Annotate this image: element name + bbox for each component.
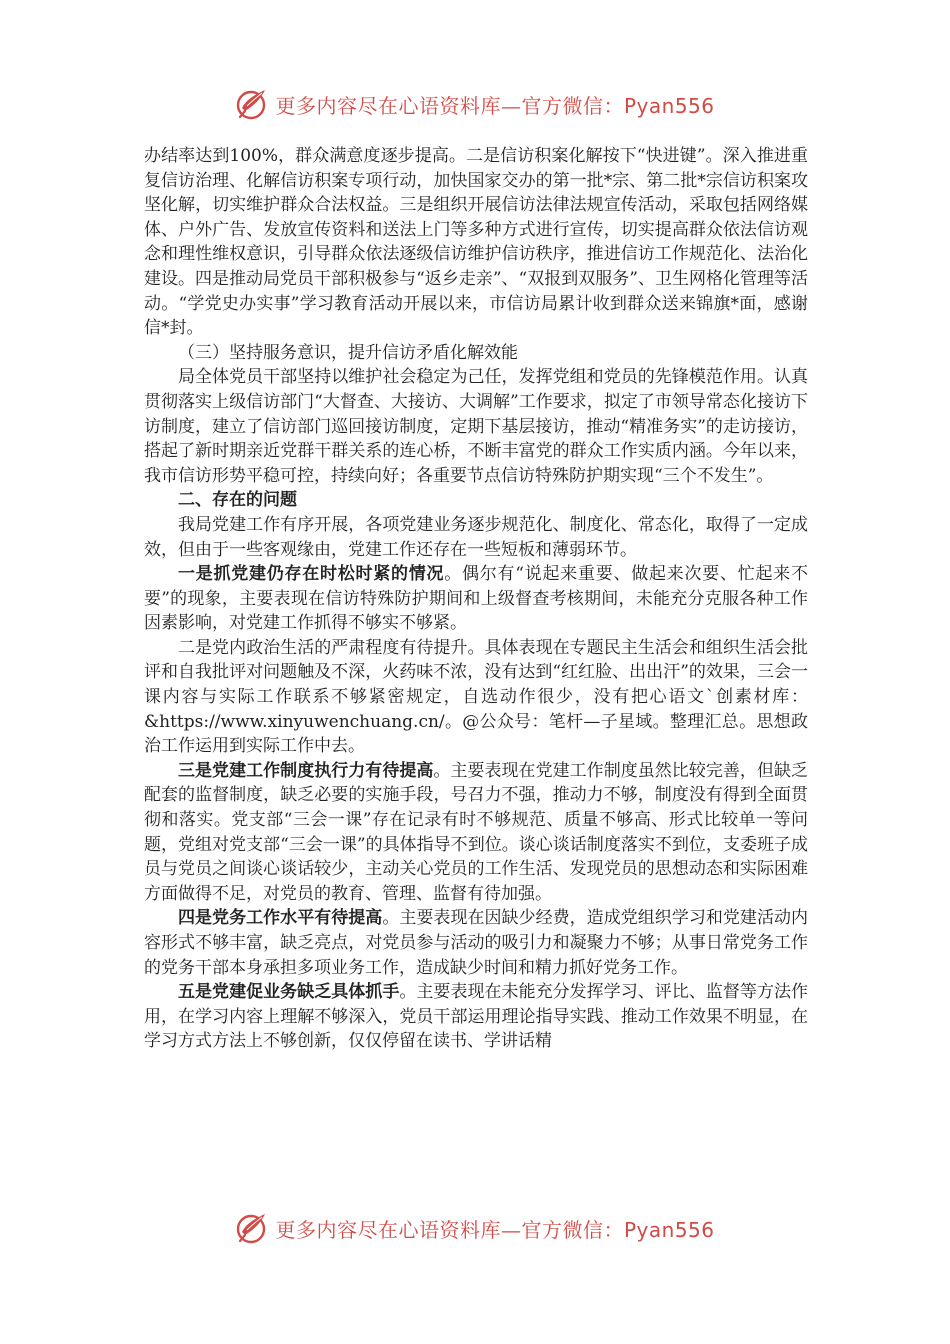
paragraph: 办结率达到100%，群众满意度逐步提高。二是信访积案化解按下“快进键”。深入推进重复信访治理、化解信访积案专项行动，加快国家交办的第一批*宗、第二批*宗信访积案攻坚化解，切实维护群众合法权益。三是组织开展信访法律法规宣传活动，采取包括网络媒体、户外广告、发放宣传资料和送法上门等多种方式进行宣传，切实提高群众依法信访观念和理性维权意识，引导群众依法逐级信访维护信访秩序，推进信访工作规范化、法治化建设。四是推动局党员干部积极参与“返乡走亲”、“双报到双服务”、卫生网格化管理等活动。“学党史办实事”学习教育活动开展以来，市信访局累计收到群众送来锦旗*面，感谢信*封。	[144, 146, 808, 339]
issue-item	[144, 759, 808, 907]
paragraph: 局全体党员干部坚持以维护社会稳定为己任，发挥党组和党员的先锋模范作用。认真贯彻落实上级信访部门“大督查、大接访、大调解”工作要求，拟定了市领导常态化接访下访制度，建立了信访部门巡回接访制度，定期下基层接访，推动“精准务实”的走访接访，搭起了新时期亲近党群干群关系的连心桥，不断丰富党的群众工作实质内涵。今年以来，我市信访形势平稳可控，持续向好；各重要节点信访特殊防护期实现“三个不发生”。	[144, 367, 808, 486]
issue-lead: 一是抓党建仍存在时松时紧的情况	[178, 564, 445, 585]
quill-logo-icon	[235, 86, 271, 122]
header-banner	[0, 84, 950, 124]
wechat-id: Pyan556	[623, 93, 715, 118]
sub-heading: （三）坚持服务意识，提升信访矛盾化解效能	[178, 342, 518, 363]
wechat-id: Pyan556	[623, 1217, 715, 1242]
quill-logo-icon	[235, 1210, 271, 1246]
document-body	[144, 144, 808, 1054]
issue-lead: 四是党务工作水平有待提高	[178, 908, 383, 929]
issue-item	[144, 906, 808, 980]
footer-banner	[0, 1208, 950, 1248]
issue-body: 。主要表现在因缺少经费，造成党组织学习和党建活动内容形式不够丰富，缺乏亮点，对党员参与活动的吸引力和凝聚力不够；从事日常党务工作的党务干部本身承担多项业务工作，造成缺少时间和精力抓好党务工作。	[144, 908, 809, 978]
issue-lead: 三是党建工作制度执行力有待提高	[178, 760, 434, 781]
banner-text: 更多内容尽在心语资料库—官方微信：Pyan556	[275, 1217, 715, 1242]
issue-item	[144, 980, 808, 1054]
issue-item: 二是党内政治生活的严肃程度有待提升。具体表现在专题民主生活会和组织生活会批评和自我批评对问题触及不深，火药味不浓，没有达到“红红脸、出出汗”的效果，三会一课内容与实际工作联系不够紧密规定，自选动作很少，没有把心语文`创素材库：&https://www.xinyuwenchuang.cn/。@公众号：笔杆—子星域。整理汇总。思想政治工作运用到实际工作中去。	[144, 637, 808, 757]
issue-lead: 五是党建促业务缺乏具体抓手	[178, 982, 400, 1003]
issue-item	[144, 562, 808, 636]
issue-body: 。主要表现在未能充分发挥学习、评比、监督等方法作用，在学习内容上理解不够深入，党员干部运用理论指导实践、推动工作效果不明显，在学习方式方法上不够创新，仅仅停留在读书、学讲话精	[144, 982, 809, 1052]
issue-body: 。主要表现在党建工作制度虽然比较完善，但缺乏配套的监督制度，缺乏必要的实施手段，号召力不强，推动力不够，制度没有得到全面贯彻和落实。党支部“三会一课”存在记录有时不够规范、质量不够高、形式比较单一等问题，党组对党支部“三会一课”的具体指导不到位。谈心谈话制度落实不到位，支委班子成员与党员之间谈心谈话较少，主动关心党员的工作生活、发现党员的思想动态和实际困难方面做得不足，对党员的教育、管理、监督有待加强。	[144, 760, 809, 904]
paragraph: 我局党建工作有序开展，各项党建业务逐步规范化、制度化、常态化，取得了一定成效，但由于一些客观缘由，党建工作还存在一些短板和薄弱环节。	[144, 514, 808, 560]
issue-body: 。偶尔有“说起来重要、做起来次要、忙起来不要”的现象，主要表现在信访特殊防护期间和上级督查考核期间，未能充分克服各种工作因素影响，对党建工作抓得不够实不够紧。	[144, 564, 808, 634]
section-heading: 二、存在的问题	[178, 490, 297, 511]
banner-text: 更多内容尽在心语资料库—官方微信：Pyan556	[275, 93, 715, 118]
